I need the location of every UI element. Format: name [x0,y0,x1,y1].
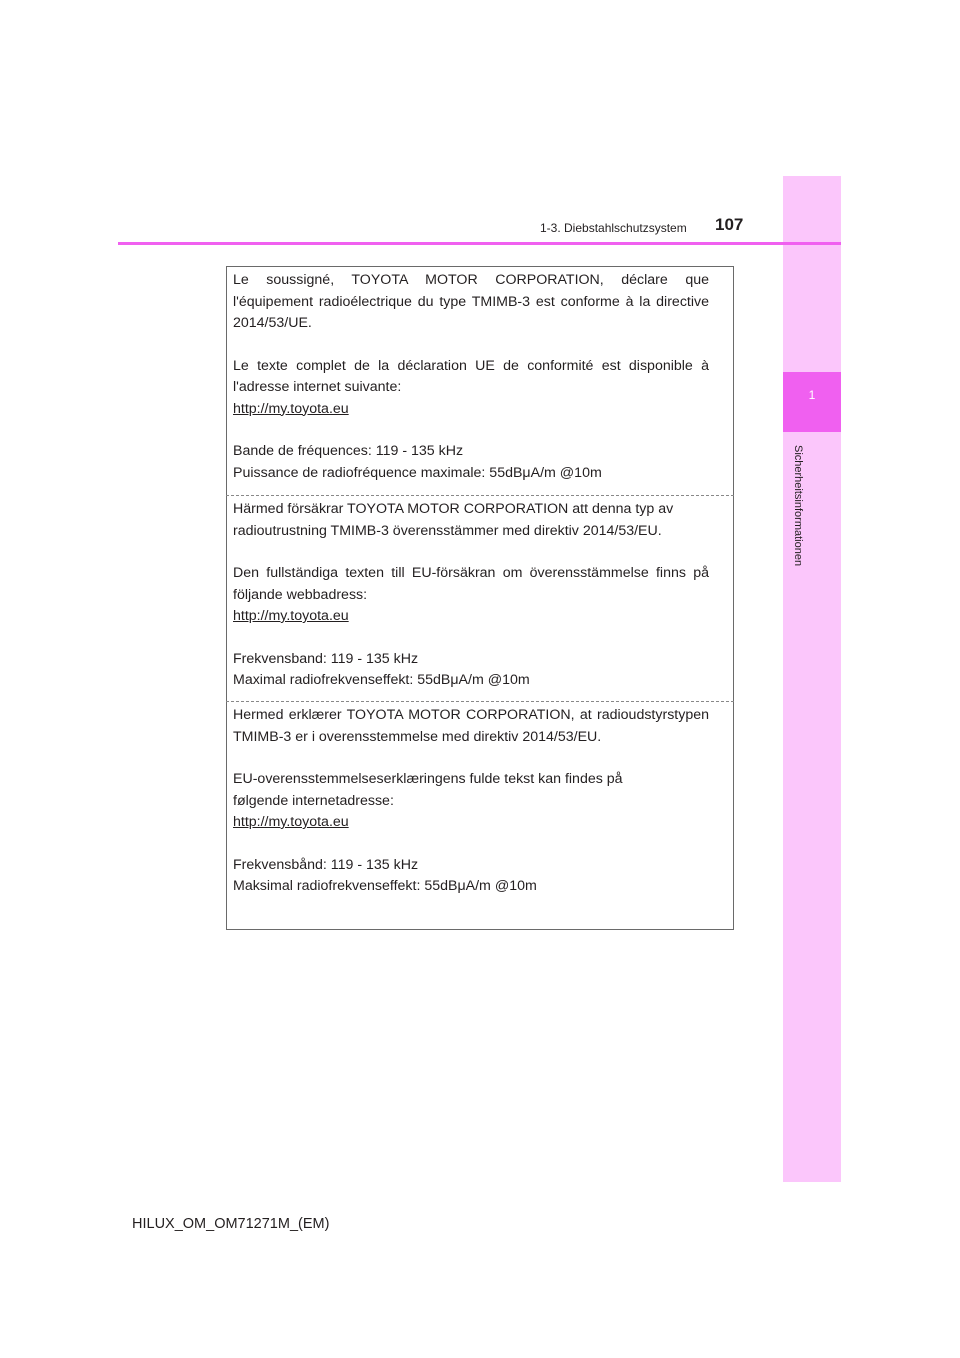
chapter-number: 1 [808,388,816,402]
declaration-text: Härmed försäkrar TOYOTA MOTOR CORPORATION att denna typ av radioutrustning TMIMB-3 överensstämmer med direktiv 2014/53/EU. [233,501,674,539]
full-text-info-line1: EU-overensstemmelseserklæringens fulde tekst kan findes på [233,771,623,787]
block-divider [226,701,734,702]
frequency-band: Frekvensbånd: 119 - 135 kHz [233,856,419,873]
website-link[interactable]: http://my.toyota.eu [233,814,349,830]
declaration-block-danish [233,705,709,898]
chapter-sidebar [783,176,841,1182]
max-power: Maksimal radiofrekvenseffekt: 55dBμA/m @10m [233,878,537,894]
full-text-info: Le texte complet de la déclaration UE de conformité est disponible à l'adresse internet suivante: [233,357,709,395]
chapter-label: Sicherheitsinformationen [792,445,804,567]
website-link[interactable]: http://my.toyota.eu [233,400,349,417]
max-power: Puissance de radiofréquence maximale: 55dBμA/m @10m [233,464,602,481]
document-code: HILUX_OM_OM71271M_(EM) [132,1216,330,1232]
declaration-text: Hermed erklærer TOYOTA MOTOR CORPORATION, at radioudstyrstypen TMIMB-3 er i overensstemmelse med direktiv 2014/53/EU. [233,707,709,745]
block-divider [226,495,734,496]
declaration-block-french [233,270,709,484]
max-power: Maximal radiofrekvenseffekt: 55dBμA/m @10m [233,672,530,688]
full-text-info: Den fullständiga texten till EU-försäkran om överensstämmelse finns på följande webbadress: [233,565,709,603]
header-rule [118,242,841,245]
chapter-tab[interactable] [783,372,841,432]
declaration-block-swedish [233,499,709,692]
section-title: 1-3. Diebstahlschutzsystem [540,221,687,235]
full-text-info-line2: følgende internetadresse: [233,792,394,809]
frequency-band: Frekvensband: 119 - 135 kHz [233,650,419,667]
declaration-text: Le soussigné, TOYOTA MOTOR CORPORATION, déclare que l'équipement radioélectrique du type TMIMB-3 est conforme à la directive 2014/53/UE. [233,272,709,331]
frequency-band: Bande de fréquences: 119 - 135 kHz [233,443,464,459]
page-number: 107 [715,215,744,234]
website-link[interactable]: http://my.toyota.eu [233,608,349,624]
